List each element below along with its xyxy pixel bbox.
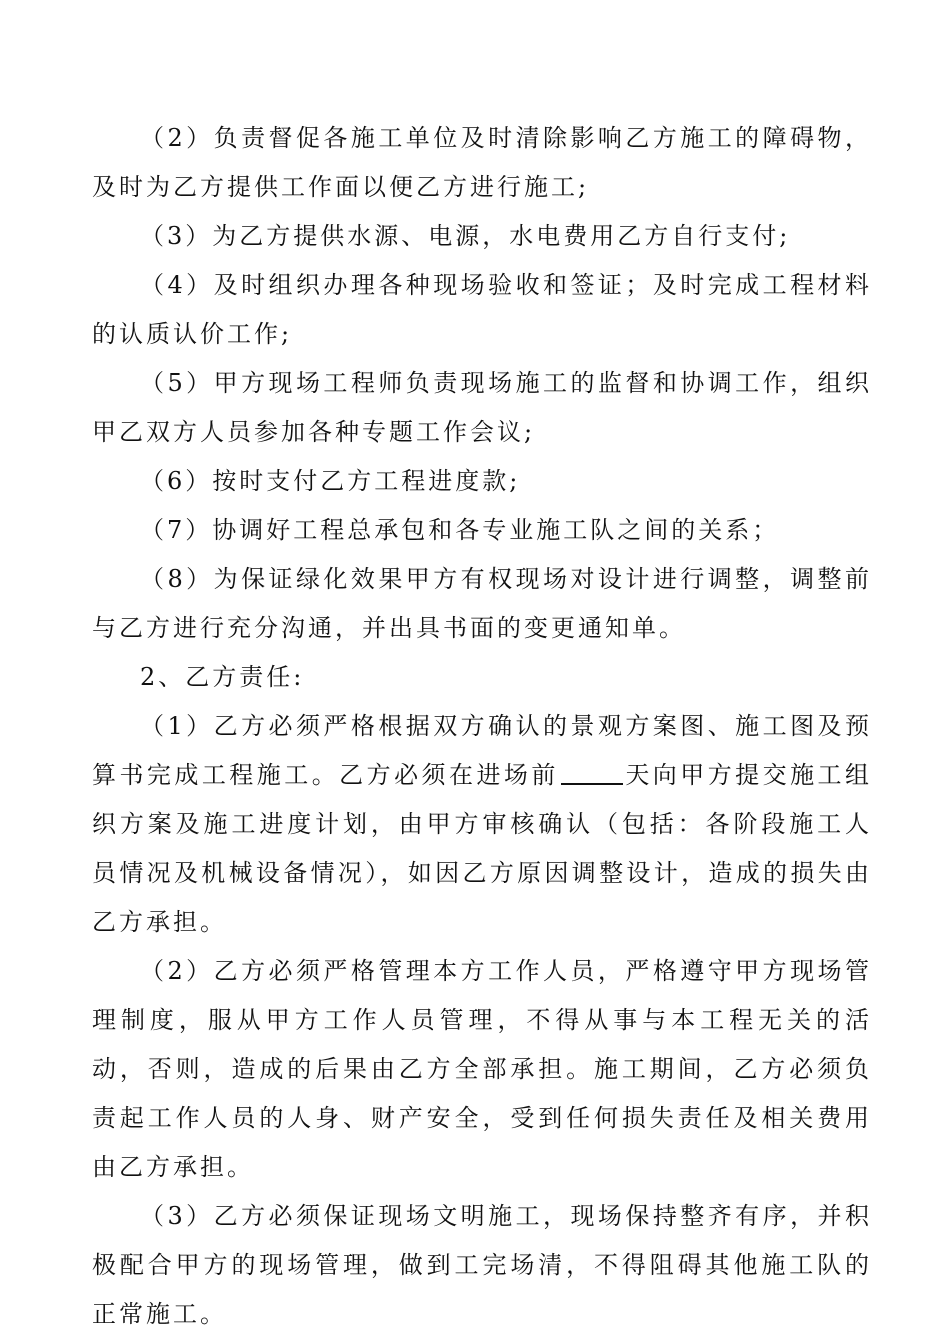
paragraph-owner-duty-5: （5）甲方现场工程师负责现场施工的监督和协调工作，组织甲乙双方人员参加各种专题工作会议;: [92, 369, 872, 446]
paragraph-owner-duty-4: （4）及时组织办理各种现场验收和签证；及时完成工程材料的认质认价工作;: [92, 271, 872, 348]
days-blank-field: [561, 761, 623, 785]
paragraph-owner-duty-8: （8）为保证绿化效果甲方有权现场对设计进行调整，调整前与乙方进行充分沟通，并出具书面的变更通知单。: [92, 565, 872, 642]
paragraph-owner-duty-6: （6）按时支付乙方工程进度款;: [140, 467, 521, 495]
paragraph-owner-duty-2: （2）负责督促各施工单位及时清除影响乙方施工的障碍物，及时为乙方提供工作面以便乙方进行施工;: [92, 124, 872, 201]
paragraph-contractor-duty-3: （3）乙方必须保证现场文明施工，现场保持整齐有序，并积极配合甲方的现场管理，做到工完场清，不得阻碍其他施工队的正常施工。: [92, 1202, 872, 1328]
section-heading-contractor-duties: 2、乙方责任:: [140, 663, 305, 691]
paragraph-contractor-duty-1: [92, 702, 872, 947]
paragraph-contractor-duty-2: （2）乙方必须严格管理本方工作人员，严格遵守甲方现场管理制度，服从甲方工作人员管理，不得从事与本工程无关的活动，否则，造成的后果由乙方全部承担。施工期间，乙方必须负责起工作人员的人身、财产安全，受到任何损失责任及相关费用由乙方承担。: [92, 957, 872, 1181]
document-body: [92, 114, 872, 1339]
paragraph-owner-duty-3: （3）为乙方提供水源、电源，水电费用乙方自行支付;: [140, 222, 791, 250]
contractor-duty-1-text-before: （1）乙方必须严格根据双方确认的景观方案图、施工图及预算书完成工程施工。乙方必须在进场前: [92, 712, 872, 789]
paragraph-owner-duty-7: （7）协调好工程总承包和各专业施工队之间的关系；: [140, 516, 780, 544]
contractor-duty-1-text-after: 天向甲方提交施工组织方案及施工进度计划，由甲方审核确认（包括：各阶段施工人员情况及机械设备情况），如因乙方原因调整设计，造成的损失由乙方承担。: [92, 761, 873, 936]
